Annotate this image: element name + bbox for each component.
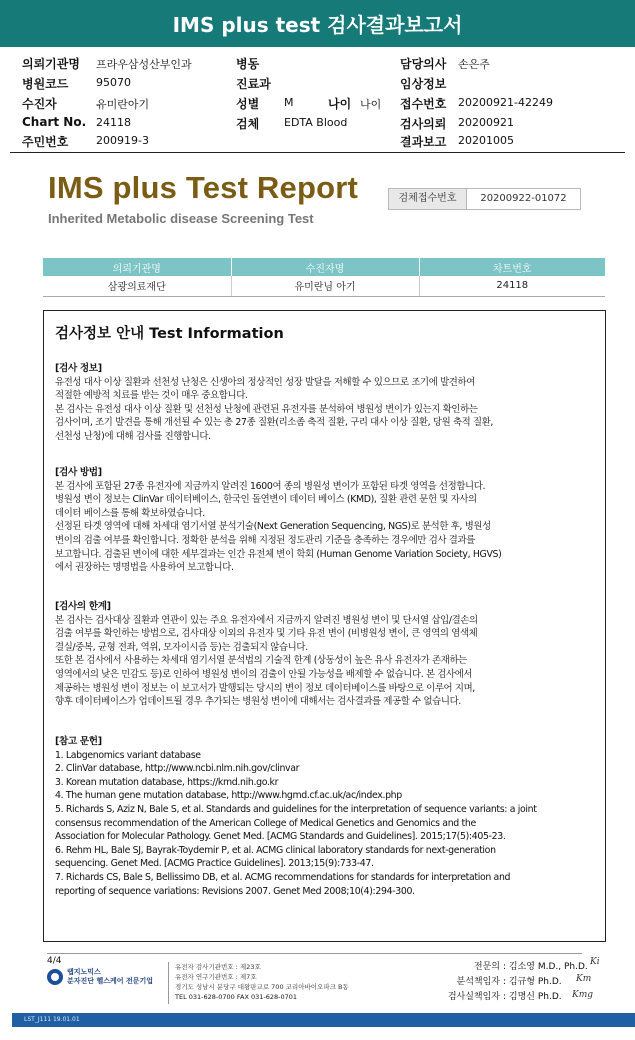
staff-row [440, 990, 588, 1005]
reception-no-label: 접수번호 [400, 97, 447, 111]
chart-no-label: Chart No. [22, 115, 87, 129]
signature: Kmg [572, 990, 594, 1000]
logo-tagline: 분자진단 헬스케어 전문기업 [67, 977, 154, 985]
specimen-value: EDTA Blood [284, 116, 348, 129]
request-date-label: 검사의뢰 [400, 117, 447, 131]
table-cell: 24118 [419, 276, 605, 296]
specimen-reception-label: 검체접수번호 [389, 189, 467, 209]
patient-info-table [43, 258, 605, 297]
company-logo [47, 968, 153, 986]
page-number: 4/4 [47, 956, 62, 966]
section-test-info [55, 362, 600, 444]
report-date-label: 결과보고 [400, 135, 447, 149]
logo-mark-icon [47, 969, 63, 985]
reference-item: 4. The human gene mutation database, http://www.hgmd.cf.ac.uk/ac/index.php [55, 790, 402, 802]
staff-role: 분석책임자 [456, 977, 500, 987]
document-code-bar: LST_J111 19.01.01 [12, 1013, 635, 1027]
sex-value: M [284, 96, 294, 109]
staff-name: : 김명신 Ph.D. [503, 992, 562, 1002]
reference-item: 6. Rehm HL, Bale SJ, Bayrak-Toydemir P, et al. ACMG clinical laboratory standards for next-generation sequencing. Genet Med. [ACMG Practice Guidelines]. 2013;15(9):733-47. [55, 844, 496, 870]
institution-value: 프라우삼성산부인과 [96, 58, 192, 71]
section-references [55, 735, 600, 898]
section-body: 유전성 대사 이상 질환과 선천성 난청은 신생아의 정상적인 성장 발달을 저해할 수 있으므로 조기에 발견하여 적절한 예방적 치료를 받는 것이 매우 중요합니다. 본 검사는 유전성 대사 이상 질환 및 선천성 난청에 관련된 유전자를 분석하여 병원성 변이가 있는지 확인하는 검사이며, 조기 발견을 통해 개선될 수 있는 총 27종 질환(리소좀 축적 질환, 구리 대사 이상 질환, 당원 축적 질환, 선천성 난청)에 대해 검사를 진행합니다. [55, 376, 494, 442]
table-cell: 유미란님 아기 [231, 276, 419, 296]
reference-item: 3. Korean mutation database, https://kmd.nih.go.kr [55, 776, 279, 788]
doctor-label: 담당의사 [400, 57, 447, 71]
section-title: [검사 방법] [55, 467, 102, 478]
resident-no-label: 주민번호 [22, 135, 69, 149]
section-title: [검사 정보] [55, 363, 102, 374]
footer-vertical-divider [168, 962, 169, 1004]
staff-name: : 김규형 Ph.D. [503, 977, 562, 987]
section-test-method [55, 466, 600, 575]
specimen-reception-box [388, 188, 581, 210]
chart-no-value: 24118 [96, 116, 131, 129]
table-header: 수진자명 [231, 258, 419, 276]
table-header: 차트번호 [419, 258, 605, 276]
staff-row [440, 975, 588, 990]
signature: Ki [590, 957, 600, 967]
table-cell: 삼광의료재단 [43, 276, 231, 296]
signature: Km [576, 974, 592, 984]
section-body: 본 검사는 검사대상 질환과 연관이 있는 주요 유전자에서 지금까지 알려진 병원성 변이 및 단서열 삽입/결손의 검출 여부를 확인하는 방법으로, 검사대상 이외의 유전자 및 기타 유전 변이 (비병원성 변이, 큰 영역의 염색체 결실/중복, 균형 전좌, 역위, 모자이시즘 등)는 검출되지 않습니다. 또한 본 검사에서 사용하는 차세대 염기서열 분석법의 기술적 한계 (상동성이 높은 유사 유전자가 존재하는 영역에서의 낮은 민감도 등)로 인하여 병원성 변이의 검출이 안될 가능성을 배제할 수 없습니다. 본 검사에서 제공하는 병원성 변이 정보는 이 보고서가 발행되는 당시의 변이 정보 데이터베이스를 바탕으로 이루어 지며, 향후 데이터베이스가 업데이트될 경우 추가되는 병원성 변이에 대해서는 검사결과를 제공할 수 없습니다. [55, 614, 478, 708]
reference-item: 1. Labgenomics variant database [55, 749, 201, 761]
section-body: 본 검사에 포함된 27종 유전자에 지금까지 알려진 1600여 종의 병원성 변이가 포함된 타겟 영역을 선정합니다. 병원성 변이 정보는 ClinVar 데이터베이스, 한국인 돌연변이 데이터 베이스 (KMD), 질환 관련 문헌 및 자사의 데이터 베이스를 통해 확보하였습니다. 선정된 타겟 영역에 대해 차세대 염기서열 분석기술(Next Generation Sequencing, NGS)로 분석한 후, 병원성 변이의 검출 여부를 확인합니다. 정확한 분석을 위해 지정된 정도관리 기준을 충족하는 경우에만 검사 결과를 보고합니다. 검출된 변이에 대한 세부결과는 인간 유전체 변이 학회 (Human Genome Variation Society, HGVS) 에서 권장하는 명명법을 사용하여 보고합니다. [55, 480, 502, 574]
specimen-reception-value: 20200922-01072 [480, 193, 567, 204]
test-information-box [43, 310, 606, 942]
test-information-heading: 검사정보 안내 Test Information [55, 326, 284, 342]
department-label: 진료과 [236, 77, 271, 91]
reference-item: 5. Richards S, Aziz N, Bale S, et al. Standards and guidelines for the interpretation of sequence variants: a joint consensus recommendation of the American College of Medical Genetics and Genomics and the Association for Molecular Pathology. Genet Med. [ACMG Standards and Guidelines]. 2015;17(5):405-23. [55, 803, 537, 843]
cert-line: 유전자 검사기관번호 : 제23호 [175, 963, 261, 971]
cert-line: 경기도 성남시 분당구 대왕판교로 700 코리아바이오파크 B동 [175, 983, 349, 991]
staff-role: 전문의 [473, 962, 500, 972]
meta-divider [10, 152, 625, 153]
section-test-limitations [55, 600, 600, 709]
certification-info [175, 962, 349, 1002]
clinical-info-label: 임상정보 [400, 77, 447, 91]
resident-no-value: 200919-3 [96, 134, 149, 147]
recipient-value: 유미란아기 [96, 98, 150, 111]
specimen-label: 검체 [236, 117, 260, 131]
staff-name: : 김소영 M.D., Ph.D. [503, 962, 588, 972]
age-value: 나이 [360, 98, 382, 111]
section-title: [참고 문헌] [55, 736, 102, 747]
doctor-value: 손은주 [458, 58, 490, 71]
request-date-value: 20200921 [458, 116, 514, 129]
reference-item: 2. ClinVar database, http://www.ncbi.nlm.nih.gov/clinvar [55, 763, 300, 775]
reception-no-value: 20200921-42249 [458, 96, 553, 109]
staff-role: 검사실책임자 [447, 992, 500, 1002]
age-label: 나이 [328, 97, 352, 111]
report-date-value: 20201005 [458, 134, 514, 147]
sex-label: 성별 [236, 97, 260, 111]
hospital-code-label: 병원코드 [22, 77, 69, 91]
institution-label: 의뢰기관명 [22, 57, 80, 71]
cert-line: TEL 031-628-0700 FAX 031-628-0701 [175, 993, 298, 1001]
ward-label: 병동 [236, 57, 260, 71]
staff-signatures [440, 960, 588, 1005]
logo-name: 랩지노믹스 [67, 968, 101, 976]
cert-line: 유전자 연구기관번호 : 제7호 [175, 973, 257, 981]
table-header: 의뢰기관명 [43, 258, 231, 276]
report-subtitle: Inherited Metabolic disease Screening Test [48, 211, 314, 226]
hospital-code-value: 95070 [96, 76, 131, 89]
recipient-label: 수진자 [22, 97, 57, 111]
report-banner: IMS plus test 검사결과보고서 [0, 0, 635, 47]
staff-row [440, 960, 588, 975]
footer-divider [47, 953, 582, 954]
section-title: [검사의 한계] [55, 601, 111, 612]
reference-item: 7. Richards CS, Bale S, Bellissimo DB, et al. ACMG recommendations for standards for interpretation and reporting of sequence variations: Revisions 2007. Genet Med 2008;10(4):294-300. [55, 871, 511, 897]
report-title: IMS plus Test Report [48, 170, 359, 205]
